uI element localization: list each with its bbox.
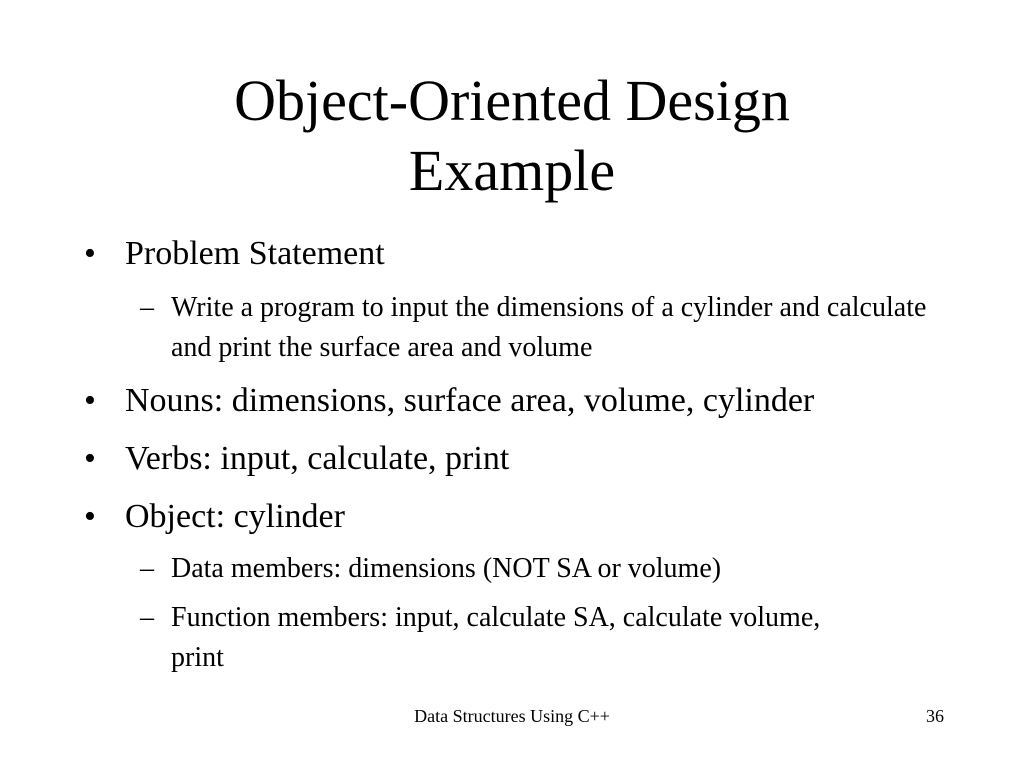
bullet-text: Object: cylinder <box>125 498 345 535</box>
sub-bullet-marker: – <box>140 602 154 633</box>
bullet-marker: • <box>84 440 96 477</box>
footer-title: Data Structures Using C++ <box>414 706 610 726</box>
bullet-text: Verbs: input, calculate, print <box>125 440 510 477</box>
slide-title-line-2: Example <box>408 138 616 203</box>
sub-bullet-text: Function members: input, calculate SA, calculate volume, print <box>171 602 821 673</box>
sub-bullet-marker: – <box>140 292 154 323</box>
bullet-marker: • <box>84 382 96 419</box>
sub-bullet-text: Write a program to input the dimensions of a cylinder and calculate and print the surface area and volume <box>171 292 927 363</box>
slide-title-line-1: Object-Oriented Design <box>234 68 790 133</box>
sub-bullet-text: Data members: dimensions (NOT SA or volume) <box>171 553 722 584</box>
page-number: 36 <box>926 706 944 726</box>
bullet-text: Nouns: dimensions, surface area, volume, cylinder <box>125 382 815 419</box>
bullet-marker: • <box>84 235 96 272</box>
bullet-marker: • <box>84 498 96 535</box>
bullet-text: Problem Statement <box>125 235 385 272</box>
sub-bullet-marker: – <box>140 553 154 584</box>
